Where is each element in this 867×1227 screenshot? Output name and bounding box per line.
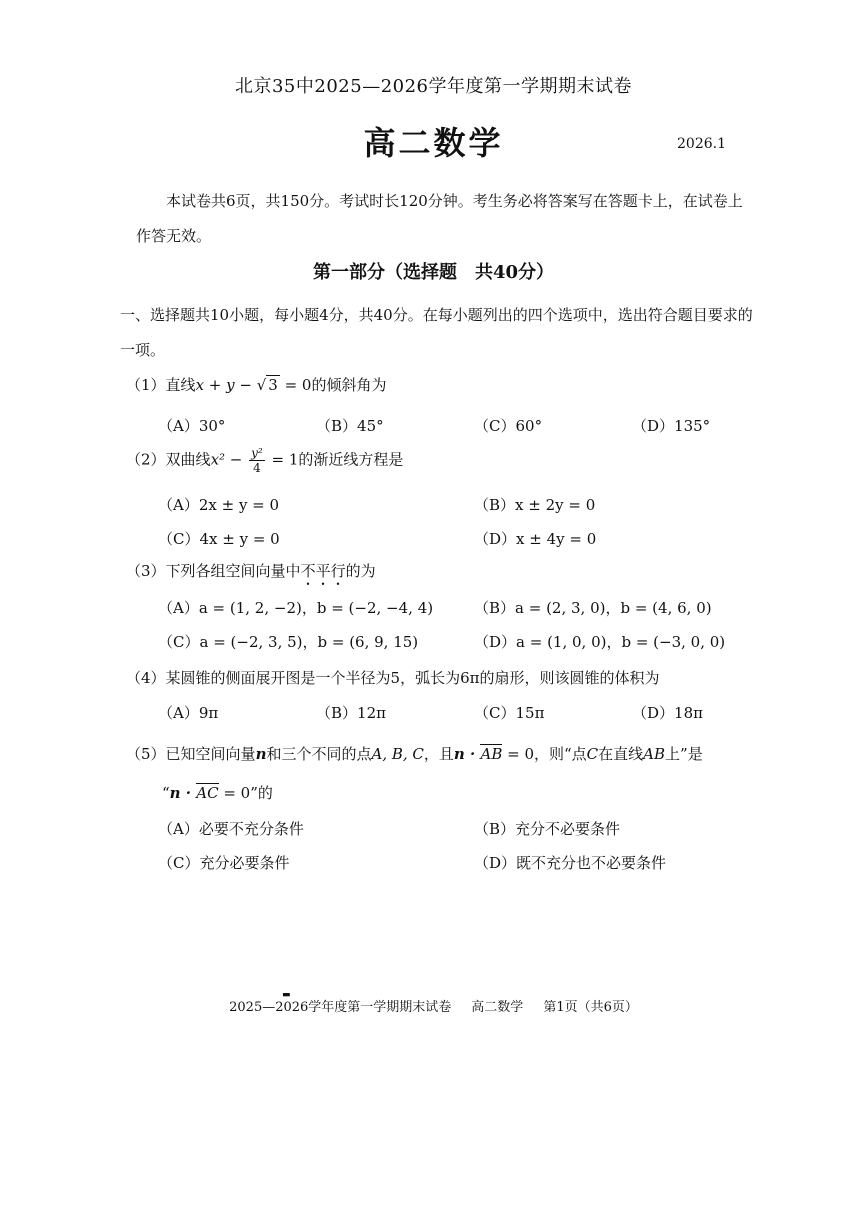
footer-exam: 2025—2026学年度第一学期期末试卷 (229, 1000, 452, 1015)
question-3-stem (126, 560, 376, 589)
q1-option-b: （B）45° (316, 417, 384, 435)
q2-x-squared: x² − (210, 450, 248, 469)
q5-dot-expr-2: n · (169, 784, 197, 802)
q1-option-c: （C）60° (474, 417, 543, 435)
question-4-stem (126, 667, 660, 688)
q2-text-pre: 双曲线 (165, 450, 211, 469)
q5-line-ab: AB (643, 745, 666, 763)
question-5-stem-line2 (162, 782, 273, 803)
question-5-stem (126, 743, 703, 764)
q2-option-c: （C）4x ± y = 0 (158, 530, 280, 548)
footer-subject: 高二数学 (471, 1000, 524, 1015)
q1-option-a: （A）30° (158, 417, 226, 435)
q5-points: A, B, C (371, 745, 424, 763)
q2-option-d: （D）x ± 4y = 0 (474, 530, 597, 548)
q5-text-mid1: 和三个不同的点 (266, 745, 372, 763)
section-instruction: 一、选择题共10小题，每小题4分，共40分。在每小题列出的四个选项中，选出符合题目要求的一项。 (120, 306, 753, 359)
question-number: （1） (126, 376, 166, 394)
question-number: （4） (126, 669, 166, 687)
question-number: （2） (126, 450, 166, 469)
q1-eq: = 0 (279, 376, 312, 394)
q5-text-end: = 0”的 (218, 784, 273, 802)
part-title: 第一部分（选择题 共40分） (312, 262, 555, 283)
q5-text-mid2: ，且 (423, 745, 454, 763)
q3-option-b: （B）a = (2, 3, 0)，b = (4, 6, 0) (474, 599, 712, 617)
q4-option-d: （D）18π (632, 704, 703, 722)
question-number: （5） (126, 745, 166, 763)
q4-option-b: （B）12π (316, 704, 386, 722)
q1-sqrt: 3 (268, 376, 278, 394)
q4-option-a: （A）9π (158, 704, 219, 722)
q2-eq: = 1 (266, 450, 299, 469)
q5-text-mid4: 在直线 (598, 745, 644, 763)
exam-date: 2026.1 (677, 136, 726, 152)
q5-vector-ab: AB (480, 745, 503, 763)
question-1-stem: （1）直线x + y − √ 3 = 0的倾斜角为 (126, 376, 387, 394)
q5-text-mid3: = 0，则“点 (502, 745, 587, 763)
q5-point-c: C (586, 745, 599, 763)
q2-fraction (249, 446, 265, 475)
q5-text-pre: 已知空间向量 (165, 745, 256, 763)
q5-text-mid5: 上”是 (665, 745, 703, 763)
q2-frac-num: y² (251, 446, 263, 460)
q3-option-c: （C）a = (−2, 3, 5)，b = (6, 9, 15) (158, 633, 419, 651)
q5-option-b: （B）充分不必要条件 (474, 820, 621, 838)
q1-expression: x + y − (195, 376, 257, 394)
q5-vector-ac: AC (196, 784, 219, 802)
subject-title: 高二数学 (363, 124, 504, 162)
q5-dot-expr-1: n · (453, 745, 481, 763)
question-2-stem (126, 446, 403, 475)
q3-text-post: 的为 (345, 562, 376, 580)
q5-option-c: （C）充分必要条件 (158, 854, 290, 872)
q5-option-a: （A）必要不充分条件 (158, 820, 304, 838)
q1-text-post: 的倾斜角为 (311, 376, 387, 394)
exam-notice: 本试卷共6页，共150分。考试时长120分钟。考生务必将答案写在答题卡上，在试卷上作答无效。 (136, 192, 743, 245)
q4-text: 某圆锥的侧面展开图是一个半径为5，弧长为6π的扇形，则该圆锥的体积为 (165, 669, 660, 687)
q5-vector-n: n (255, 745, 267, 763)
q3-text-pre: 下列各组空间向量中 (165, 562, 301, 580)
q3-option-d: （D）a = (1, 0, 0)，b = (−3, 0, 0) (474, 633, 726, 651)
q3-emphasis: 不平行 (300, 562, 346, 580)
q2-option-a: （A）2x ± y = 0 (158, 496, 280, 514)
q2-option-b: （B）x ± 2y = 0 (474, 496, 596, 514)
q1-option-d: （D）135° (632, 417, 711, 435)
q5-quote-open: “ (162, 784, 170, 802)
q1-text-pre: 直线 (165, 376, 196, 394)
q5-option-d: （D）既不充分也不必要条件 (474, 854, 667, 872)
scan-mark: ▬ (282, 990, 291, 1000)
page-footer (0, 996, 867, 1015)
q2-text-post: 的渐近线方程是 (298, 450, 404, 469)
exam-title: 北京35中2025—2026学年度第一学期期末试卷 (234, 76, 633, 97)
question-number: （3） (126, 562, 166, 580)
q2-frac-den: 4 (253, 461, 261, 475)
q4-option-c: （C）15π (474, 704, 545, 722)
footer-page-number: 第1页（共6页） (543, 1000, 638, 1015)
q3-option-a: （A）a = (1, 2, −2)，b = (−2, −4, 4) (158, 599, 434, 617)
